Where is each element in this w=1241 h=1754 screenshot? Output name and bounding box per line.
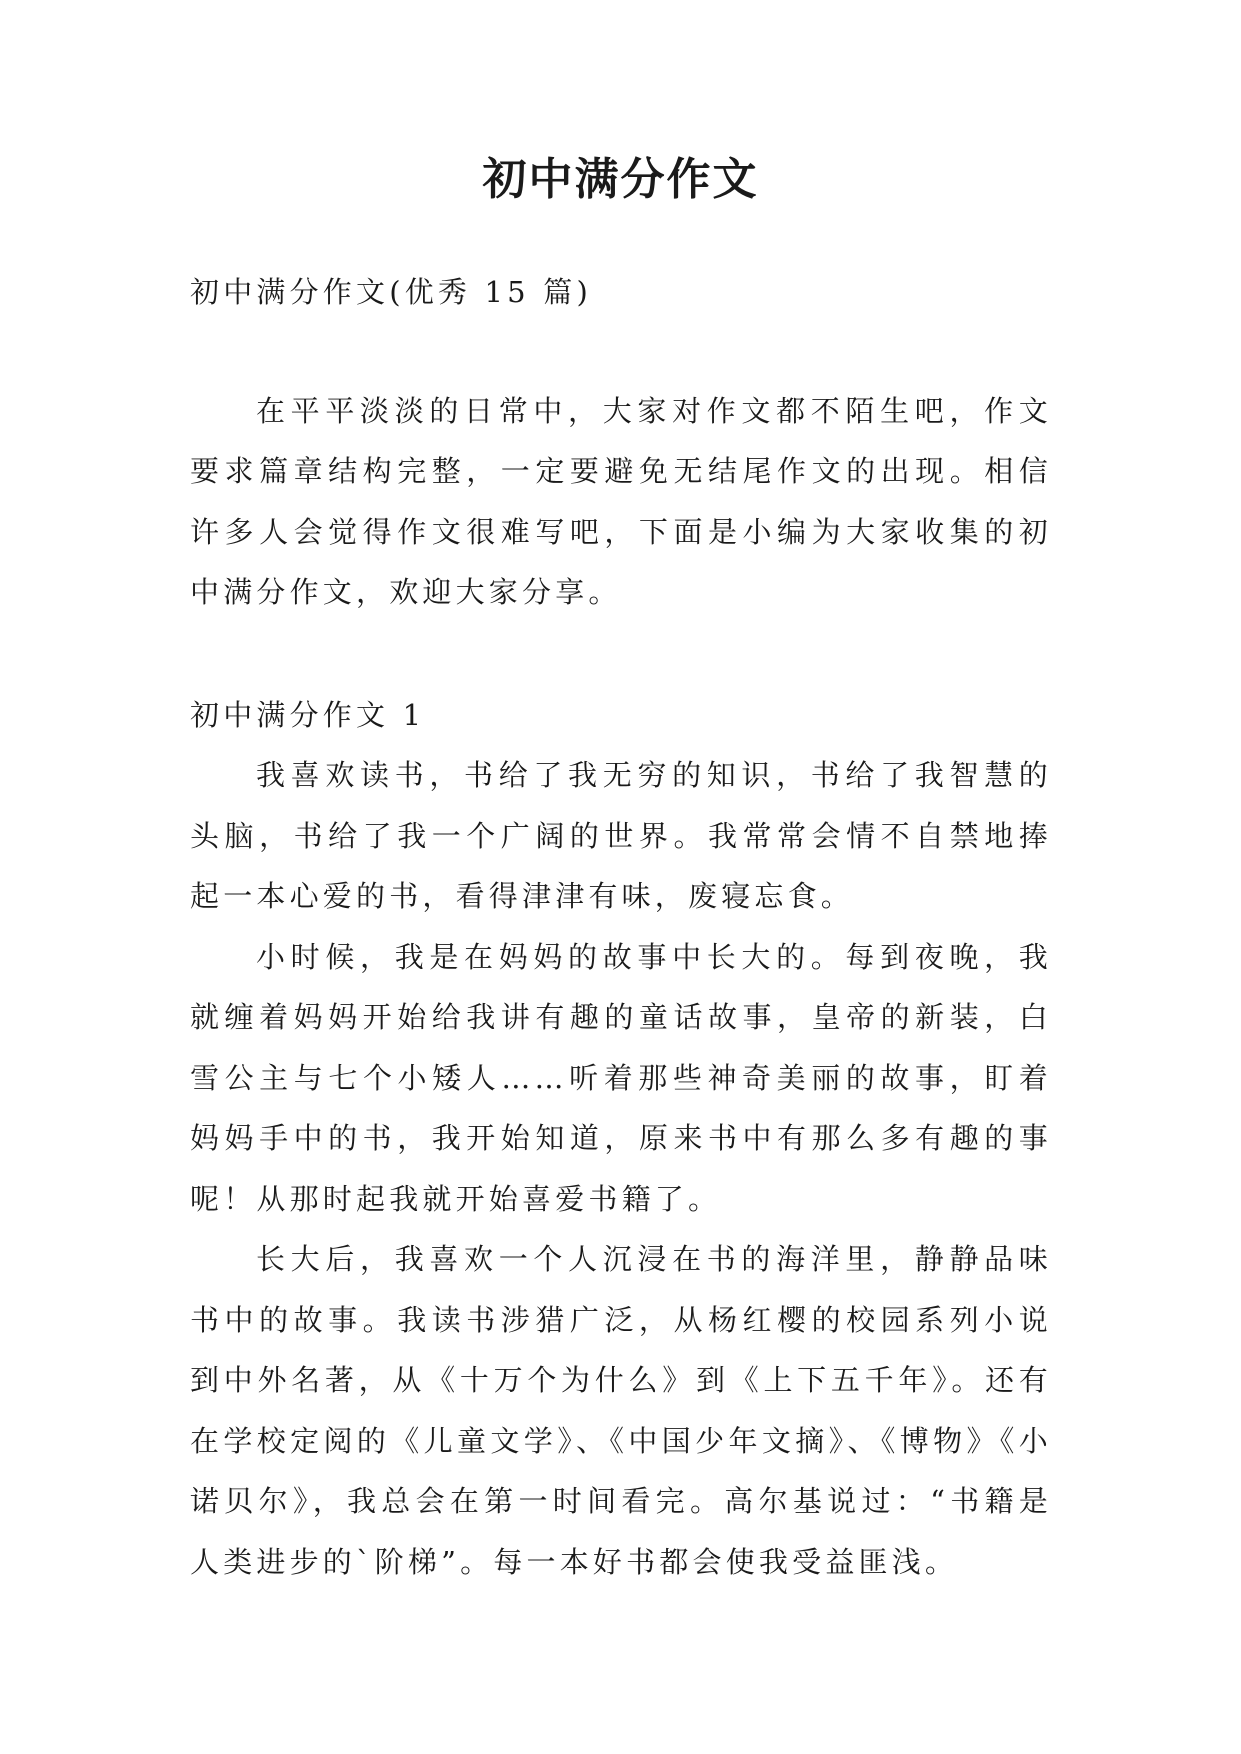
body-paragraph: 长大后，我喜欢一个人沉浸在书的海洋里，静静品味书中的故事。我读书涉猎广泛，从杨红樱的校园系列小说到中外名著，从《十万个为什么》到《上下五千年》。还有在学校定阅的《儿童文学》、《中国少年文摘》、《博物》《小诺贝尔》，我总会在第一时间看完。高尔基说过：“书籍是人类进步的`阶梯”。每一本好书都会使我受益匪浅。 bbox=[190, 1242, 1052, 1579]
intro-paragraph: 在平平淡淡的日常中，大家对作文都不陌生吧，作文要求篇章结构完整，一定要避免无结尾作文的出现。相信许多人会觉得作文很难写吧，下面是小编为大家收集的初中满分作文，欢迎大家分享。 bbox=[190, 393, 1052, 609]
document-subtitle: 初中满分作文(优秀 15 篇) bbox=[190, 275, 592, 309]
body-paragraph: 小时候，我是在妈妈的故事中长大的。每到夜晚，我就缠着妈妈开始给我讲有趣的童话故事，皇帝的新装，白雪公主与七个小矮人……听着那些神奇美丽的故事，盯着妈妈手中的书，我开始知道，原来书中有那么多有趣的事呢！从那时起我就开始喜爱书籍了。 bbox=[190, 939, 1052, 1216]
section-heading: 初中满分作文 1 bbox=[190, 697, 426, 732]
body-paragraph: 我喜欢读书，书给了我无穷的知识，书给了我智慧的头脑，书给了我一个广阔的世界。我常常会情不自禁地捧起一本心爱的书，看得津津有味，废寝忘食。 bbox=[190, 758, 1052, 913]
document-title: 初中满分作文 bbox=[482, 154, 759, 205]
document-body bbox=[190, 262, 1052, 1592]
